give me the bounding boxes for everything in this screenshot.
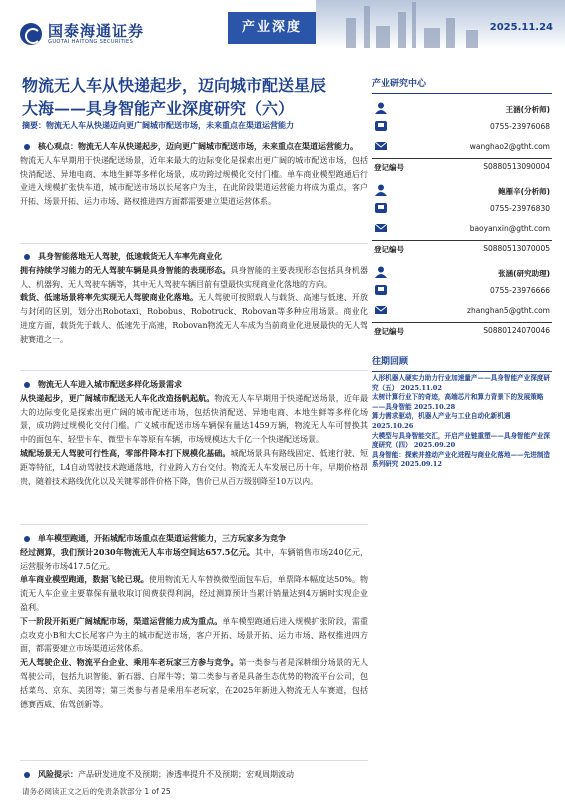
paragraph-lead: 城配场景无人驾驶可行性高，零部件降本打下规模化基础。 <box>20 447 231 458</box>
report-abstract: 摘要：物流无人车从快递迈向更广阔城市配送市场，未来重点在渠道运营能力 <box>22 120 294 130</box>
paragraph-lead: 无人驾驶企业、物流平台企业、乘用车老玩家三方参与竞争。 <box>20 657 239 668</box>
risk-line <box>20 768 368 782</box>
report-title-line1: 物流无人车从快递起步，迈向城市配送星辰 <box>22 76 327 95</box>
section-city-delivery <box>20 378 368 488</box>
section-paragraph <box>20 615 368 656</box>
logo-mark-icon <box>20 23 42 45</box>
paragraph-lead: 拥有持续学习能力的无人驾驶车辆是具身智能的表现形态。 <box>20 264 231 275</box>
paragraph-text: 具身智能的主要表现形态包括具身机器人、机器狗、无人驾驶车辆等，其中无人驾驶车辆目前有望最快实现商业化落地的方向。 <box>20 265 369 289</box>
report-title-line2: 大海——具身智能产业深度研究（六） <box>22 99 295 118</box>
analyst-name: 鲍雁辛(分析师) <box>498 187 550 196</box>
section-embodied-ai <box>20 250 368 347</box>
logo-text-cn: 国泰海通证券 <box>48 22 145 40</box>
analyst-email[interactable]: wanghao2@gtht.com <box>469 142 550 151</box>
report-type-banner: 产业深度 <box>228 12 316 44</box>
paragraph-text: 物流无人车早期用于快递配送场景，近年最大的边际变化是探索出更广阔的城市配送市场，包括快消配送、异地电商、本地生鲜等多样化场景，成功跨过规模化交付门槛。广义城市配送市场车辆保有量达1459万辆，物流无人车可替换其中的面包车、轻型卡车、微型卡车等原有车辆，市场规模达大千亿一个快递配送场景。 <box>20 393 369 445</box>
analyst-email[interactable]: baoyanxin@gtht.com <box>469 224 550 233</box>
analyst-card <box>372 264 552 364</box>
analyst-phone: 0755-23976068 <box>490 122 550 131</box>
research-center-title: 产业研究中心 <box>372 76 552 94</box>
analyst-name: 王涵(分析师) <box>505 105 550 114</box>
cert-number: S0880513070005 <box>483 244 550 253</box>
divider <box>20 370 368 371</box>
report-date: 2025.11.24 <box>489 22 553 33</box>
page-footer: 请务必阅读正文之后的免责条款部分 1 of 25 <box>22 787 171 796</box>
section-paragraph: 物流无人车早期用于快递配送场景，近年来最大的边际变化是探索出更广阔的城市配送市场，包括快消配送、异地电商、本地生鲜等多样化场景，成功跨过规模化交付门槛。单车商业模型跑通后行业进入规模扩张快车道，城市配送市场以长尾客户为主，在此阶段渠道运营能力将成为重点，客户开拓、场景开拓、运力市场、路权推进四方面都需要建立渠道运营体系。 <box>20 155 368 207</box>
email-icon <box>374 304 388 316</box>
recent-report-link[interactable]: 算力需求驱动，机器人产业与工业自动化新机遇 2025.10.26 <box>372 412 511 430</box>
person-icon <box>374 184 388 196</box>
paragraph-text: 使用物流无人车替换微型面包车后，单票降本幅度达50%。物流无人车企业主要靠保有量收取订阅费获得利润，经过测算预计当累计销量达到4万辆时实现企业盈利。 <box>20 575 369 612</box>
paragraph-lead: 单车商业模型跑通，数据飞轮已现。 <box>20 574 149 585</box>
phone-icon <box>374 202 388 214</box>
risk-text: 产品研发进度不及预期；渗透率提升不及预期；宏观周期波动 <box>78 770 294 779</box>
section-paragraph <box>20 546 368 574</box>
recent-reports-list <box>372 374 552 470</box>
cert-label: 登记编号 <box>374 327 404 336</box>
cert-number: S0880513090004 <box>483 162 550 171</box>
section-paragraph <box>20 656 368 711</box>
paragraph-text: 无人驾驶可按照载人与载货、高速与低速、开放与封闭的区别，划分出Robotaxi、Robobus、Robotruck、Robovan等多种应用场景。商业化进度方面，载货先于载人、低速先于高速，Robovan物流无人车成为当前商业化进展最快的无人驾驶赛道之一。 <box>20 293 368 344</box>
cert-number: S0880124070046 <box>483 326 550 335</box>
section-heading: 核心观点：物流无人车从快递起步，迈向更广阔城市配送市场，未来重点在渠道运营能力。 <box>20 140 368 154</box>
report-title <box>22 74 367 120</box>
section-business-model <box>20 532 368 711</box>
cert-label: 登记编号 <box>374 245 404 254</box>
phone-icon <box>374 284 388 296</box>
section-risk <box>20 768 368 782</box>
divider <box>20 760 368 761</box>
recent-report-link[interactable]: 人形机器人硬实力助力行业加速量产——具身智能产业深度研究（五） 2025.11.02 <box>372 374 551 392</box>
phone-icon <box>374 120 388 132</box>
recent-report-link[interactable]: 太树计算行业下的奇迹，高端芯片和算力背景下的发展策略——具身智能 2025.10.28 <box>372 393 544 411</box>
section-paragraph <box>20 573 368 614</box>
divider <box>372 240 552 241</box>
section-paragraph <box>20 291 368 346</box>
paragraph-text: 其中，车辆销售市场240亿元，运营服务市场417.5亿元。 <box>20 547 368 571</box>
cert-label: 登记编号 <box>374 163 404 172</box>
company-logo <box>20 23 144 45</box>
paragraph-lead: 下一阶段开拓更广阔城配市场，渠道运营能力成为重点。 <box>20 615 223 626</box>
paragraph-lead: 经过测算，我们预计2030年物流无人车市场空间达657.5亿元。 <box>20 546 255 557</box>
divider <box>20 524 368 525</box>
risk-heading: 风险提示： <box>38 769 78 779</box>
paragraph-lead: 从快递起步，更广阔城市配送无人车化改造扬帆起航。 <box>20 392 215 403</box>
paragraph-lead: 载货、低速场景将率先实现无人驾驶商业化落地。 <box>20 292 199 303</box>
divider <box>372 322 552 323</box>
paragraph-text: 第一类参与者是深耕细分场景的无人驾驶公司，包括九识智能、新石器、白犀牛等；第二类参与者是具备生态优势的物流平台公司，包括菜鸟、京东、美团等；第三类参与者是乘用车老玩家，在2025年新进入物流无人车赛道，包括德赛西威、佑驾创新等。 <box>20 658 369 709</box>
divider <box>372 158 552 159</box>
analyst-phone: 0755-23976666 <box>490 286 550 295</box>
divider <box>20 243 368 244</box>
email-icon <box>374 222 388 234</box>
email-icon <box>374 140 388 152</box>
person-icon <box>374 266 388 278</box>
paragraph-text: 单车模型跑通后进入规模扩张阶段，需重点攻克小B和大C长尾客户为主的城市配送市场，客户开拓、场景开拓、运力市场、路权推进四方面，都需要建立市场渠道运营体系。 <box>20 616 369 654</box>
person-icon <box>374 102 388 114</box>
logo-text-en: GUOTAI HAITONG SECURITIES <box>48 39 134 45</box>
analyst-email[interactable]: zhanghan5@gtht.com <box>467 306 550 315</box>
recent-report-link[interactable]: 具身智能：探索并推动产业化进程与商业化落地——先进制造系列研究 2025.09.12 <box>372 450 551 469</box>
recent-report-link[interactable]: 大模型与具身智能交汇，开启产业链重塑——具身智能产业深度研究（四） 2025.09.20 <box>372 431 551 450</box>
analyst-name: 张涵(研究助理) <box>498 269 550 278</box>
page-header <box>0 0 565 62</box>
section-heading: 物流无人车进入城市配送多样化场景需求 <box>20 378 368 392</box>
section-paragraph <box>20 447 368 488</box>
section-core-view <box>20 140 368 209</box>
section-heading: 具身智能落地无人驾驶，低速载货无人车率先商业化 <box>20 250 368 264</box>
section-heading: 单车模型跑通，开拓城配市场重点在渠道运营能力，三方玩家多为竞争 <box>20 532 368 546</box>
paragraph-text: 城配场景具有路线固定、低速行驶、短距等特征，L4自动驾驶技术跑通落地，行业跨入方台交付。物流无人车发展已历十年，早期价格昂贵，随着技术路线优化以及关键零部件价格下降，售价已从百万级别降至10万以内。 <box>20 448 369 486</box>
recent-reports-title: 往期回顾 <box>372 354 552 372</box>
section-paragraph <box>20 392 368 447</box>
analyst-phone: 0755-23976830 <box>490 204 550 213</box>
section-paragraph <box>20 264 368 292</box>
